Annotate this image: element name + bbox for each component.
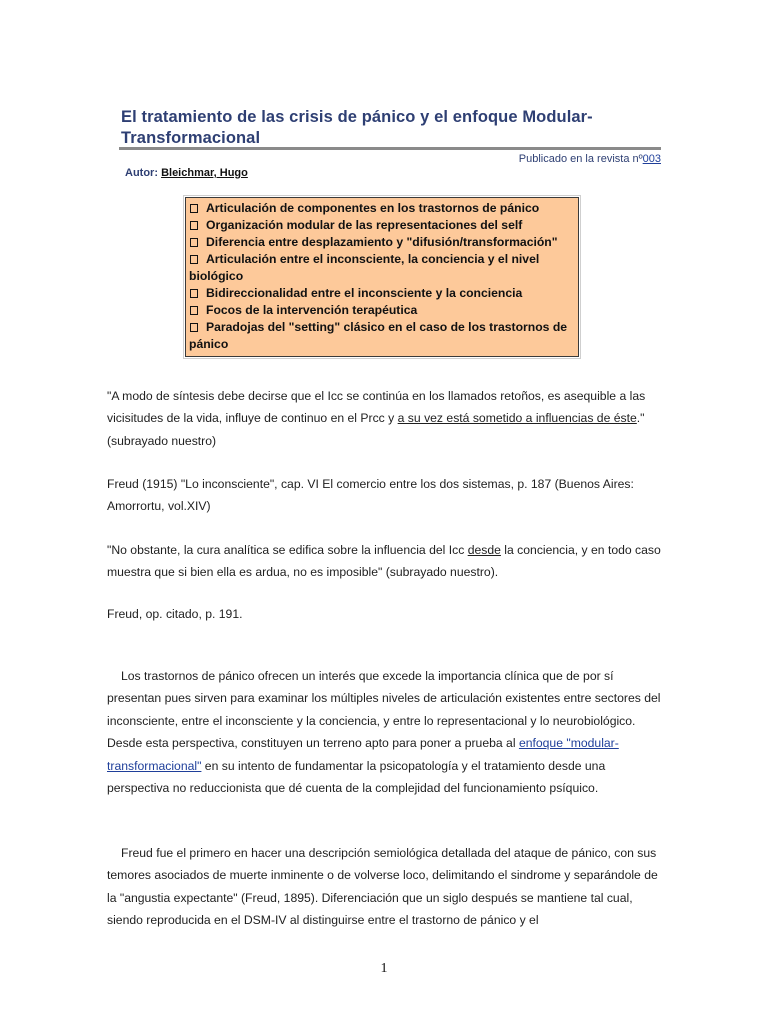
checkbox-bullet-icon [190,323,198,332]
checkbox-bullet-icon [190,204,198,213]
author-line [125,167,248,179]
toc-item[interactable]: Diferencia entre desplazamiento y "difusión/transformación" [189,234,576,251]
checkbox-bullet-icon [190,238,198,247]
title-divider [119,147,661,150]
toc-item[interactable]: Focos de la intervención terapéutica [189,302,576,319]
freud-quote-1: "A modo de síntesis debe decirse que el Icc se continúa en los llamados retoños, es asequible a las vicisitudes de la vida, influye de continuo en el Prcc y a su vez está sometido a influencias de éste." (subrayado nuestro) [107,389,646,448]
freud-reference-1: Freud (1915) "Lo inconsciente", cap. VI El comercio entre los dos sistemas, p. 187 (Buenos Aires: Amorrortu, vol.XIV) [107,477,634,514]
issue-link[interactable]: 003 [642,153,661,165]
toc-item[interactable]: Articulación de componentes en los trastornos de pánico [189,200,576,217]
published-label: Publicado en la revista nº [518,153,643,165]
checkbox-bullet-icon [190,289,198,298]
checkbox-bullet-icon [190,221,198,230]
publication-info [470,153,661,165]
author-link[interactable]: Bleichmar, Hugo [161,167,248,179]
body-paragraph-1: Los trastornos de pánico ofrecen un interés que excede la importancia clínica que de por sí presentan pues sirven para examinar los múltiples niveles de articulación existentes entre sectores del inconsciente, entre el inconsciente y la conciencia, y entre lo representacional y lo neurobiológico. Desde esta perspectiva, constituyen un terreno apto para poner a prueba al enfoque "modular-transformacional" en su intento de fundamentar la psicopatología y el tratamiento desde una perspectiva no reduccionista que dé cuenta de la complejidad del funcionamiento psíquico. [107,669,661,796]
checkbox-bullet-icon [190,306,198,315]
page-number: 1 [380,961,388,976]
table-of-contents [185,197,579,357]
toc-item[interactable]: Paradojas del "setting" clásico en el caso de los trastornos de pánico [189,320,568,351]
author-label: Autor: [125,167,158,179]
toc-item[interactable]: Articulación entre el inconsciente, la conciencia y el nivel biológico [189,252,540,283]
checkbox-bullet-icon [190,255,198,264]
body-paragraph-2: Freud fue el primero en hacer una descripción semiológica detallada del ataque de pánico, con sus temores asociados de muerte inminente o de volverse loco, delimitando el sindrome y separándole de la "angustia expectante" (Freud, 1895). Diferenciación que un siglo después se mantiene tal cual, siendo reproducida en el DSM-IV al distinguirse entre el trastorno de pánico y el [107,846,658,928]
modular-transformational-link[interactable]: enfoque "modular-transformacional" [107,736,619,773]
toc-item[interactable]: Organización modular de las representaciones del self [189,217,576,234]
freud-reference-2: Freud, op. citado, p. 191. [107,607,243,621]
toc-item[interactable]: Bidireccionalidad entre el inconsciente y la conciencia [189,285,576,302]
freud-quote-2: "No obstante, la cura analítica se edifica sobre la influencia del Icc desde la conciencia, y en todo caso muestra que si bien ella es ardua, no es imposible" (subrayado nuestro). [107,543,661,580]
article-title: El tratamiento de las crisis de pánico y el enfoque Modular-Transformacional [121,108,593,147]
